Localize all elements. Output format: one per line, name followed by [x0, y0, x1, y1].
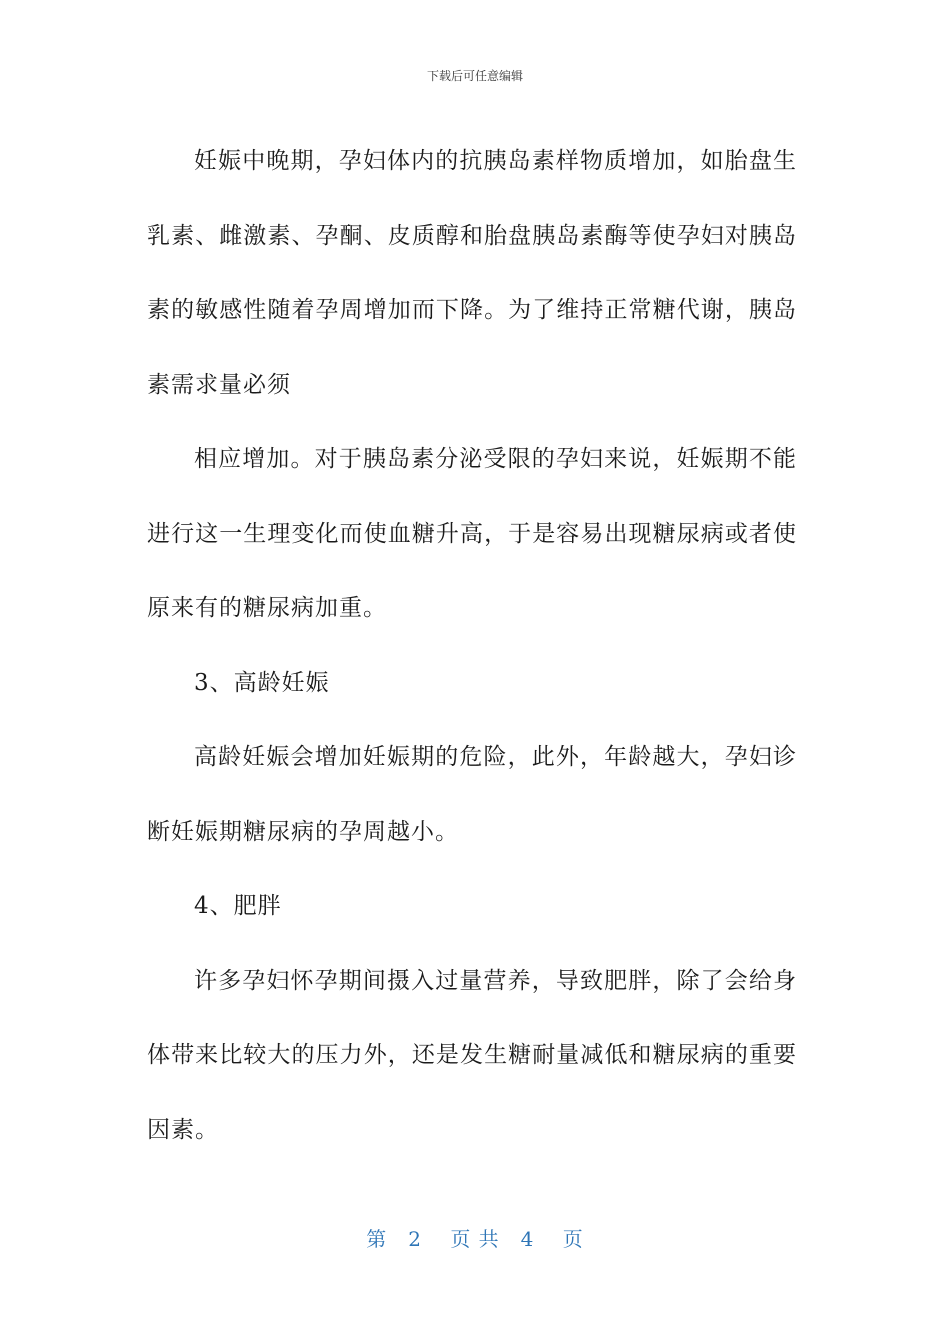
section-heading-obesity: 4、肥胖: [194, 893, 282, 919]
paragraph-insulin-resistance: 妊娠中晚期，孕妇体内的抗胰岛素样物质增加，如胎盘生乳素、雌激素、孕酮、皮质醇和胎盘胰岛素酶等使孕妇对胰岛素的敏感性随着孕周增加而下降。为了维持正常糖代谢，胰岛素需求量必须: [147, 148, 797, 398]
page-header: 下载后可任意编辑: [426, 69, 523, 83]
paragraph-obesity: 许多孕妇怀孕期间摄入过量营养，导致肥胖，除了会给身体带来比较大的压力外，还是发生糖耐量减低和糖尿病的重要因素。: [147, 967, 797, 1143]
paragraph-insulin-increase: 相应增加。对于胰岛素分泌受限的孕妇来说，妊娠期不能进行这一生理变化而使血糖升高，于是容易出现糖尿病或者使原来有的糖尿病加重。: [147, 446, 797, 621]
paragraph-advanced-age: 高龄妊娠会增加妊娠期的危险，此外，年龄越大，孕妇诊断妊娠期糖尿病的孕周越小。: [147, 744, 797, 845]
page-number: 第 2 页 共 4 页: [366, 1227, 584, 1251]
document-body: [147, 124, 797, 1167]
section-heading-advanced-age: 3、高龄妊娠: [194, 669, 330, 696]
